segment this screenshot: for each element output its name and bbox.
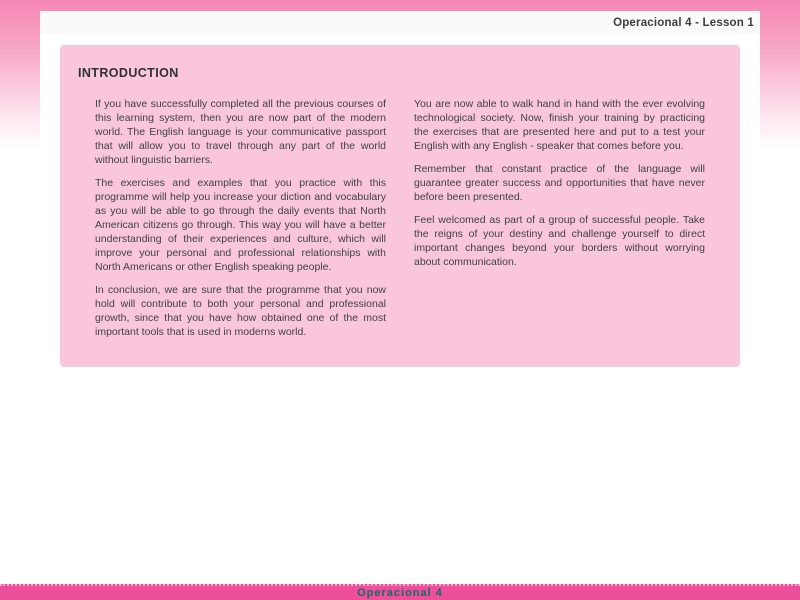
introduction-panel — [60, 45, 740, 367]
paragraph: Feel welcomed as part of a group of successful people. Take the reigns of your destiny and challenge yourself to direct important changes beyond your borders without worrying about communication. — [414, 214, 705, 268]
paragraph: If you have successfully completed all the previous courses of this learning system, then you are now part of the modern world. The English language is your communicative passport that will allow you to travel through any part of the world without linguistic barriers. — [95, 98, 386, 166]
text-columns — [95, 97, 705, 339]
paragraph: You are now able to walk hand in hand with the ever evolving technological society. Now, finish your training by practicing the exercises that are presented here and put to a test your English with any English - speaker that comes before you. — [414, 98, 705, 152]
left-column — [95, 97, 386, 339]
right-column — [414, 97, 705, 339]
sheet-header — [40, 11, 760, 34]
paragraph: The exercises and examples that you practice with this programme will help you increase your diction and vocabulary as you will be able to go through the daily events that North American citizens go through. This way you will have a better understanding of their experiences and culture, which will improve your personal and professional relationships with North Americans or other English speaking people. — [95, 177, 386, 273]
footer-course-label: Operacional 4 — [357, 586, 443, 599]
content-sheet — [40, 11, 760, 585]
paragraph: In conclusion, we are sure that the programme that you now hold will contribute to both your personal and professional growth, since that you have how obtained one of the most important tools that is used in moderns world. — [95, 284, 386, 338]
paragraph: Remember that constant practice of the language will guarantee greater success and opportunities that have never before been presented. — [414, 163, 705, 203]
lesson-title: Operacional 4 - Lesson 1 — [613, 16, 754, 29]
introduction-heading: INTRODUCTION — [78, 66, 179, 80]
footer-bar — [0, 584, 800, 600]
